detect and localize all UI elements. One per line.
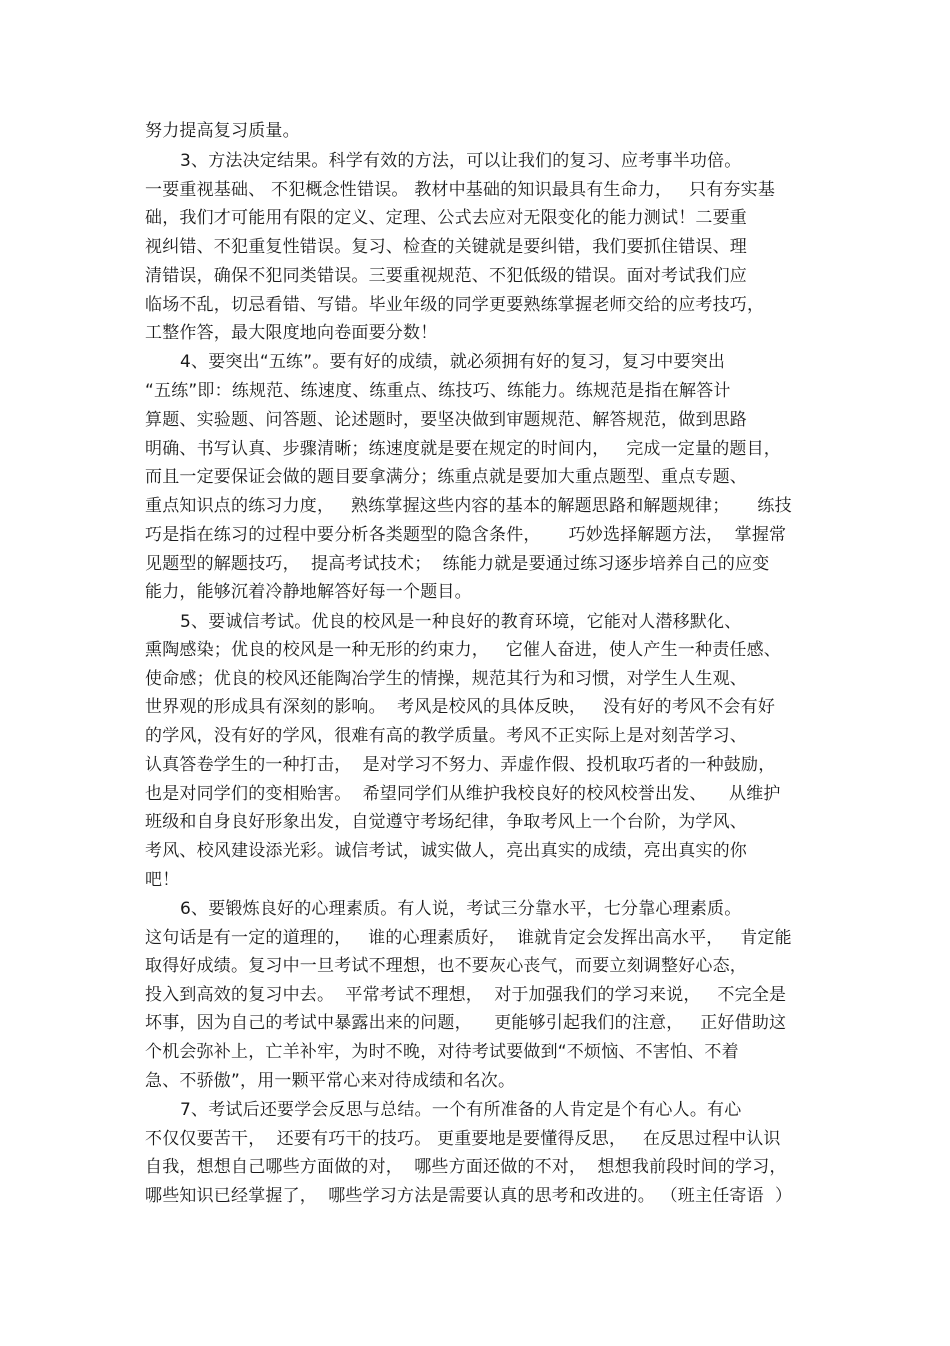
text-line: “五练”即：练规范、练速度、练重点、练技巧、练能力。练规范是指在解答计 bbox=[145, 381, 731, 401]
text-line: 不仅仅要苦干， 还要有巧干的技巧。 更重要地是要懂得反思， 在反思过程中认识 bbox=[145, 1129, 781, 1149]
text-line: 能力，能够沉着冷静地解答好每一个题目。 bbox=[145, 582, 472, 602]
text-line: 见题型的解题技巧， 提高考试技术； 练能力就是要通过练习逐步培养自己的应变 bbox=[145, 554, 770, 574]
text-line: 个机会弥补上，亡羊补牢，为时不晚，对待考试要做到“不烦恼、不害怕、不着 bbox=[145, 1042, 739, 1062]
text-line: 视纠错、不犯重复性错误。复习、检查的关键就是要纠错，我们要抓住错误、理 bbox=[145, 237, 747, 257]
paragraph-first-line: 7、考试后还要学会反思与总结。一个有所准备的人肯定是个有心人。有心 bbox=[180, 1100, 742, 1120]
text-line: 算题、实验题、问答题、论述题时，要坚决做到审题规范、解答规范，做到思路 bbox=[145, 410, 747, 430]
paragraph-first-line: 6、要锻炼良好的心理素质。有人说，考试三分靠水平，七分靠心理素质。 bbox=[180, 899, 742, 919]
text-line: 努力提高复习质量。 bbox=[145, 121, 300, 141]
text-line: 础，我们才可能用有限的定义、定理、公式去应对无限变化的能力测试！二要重 bbox=[145, 208, 747, 228]
text-line: 清错误，确保不犯同类错误。三要重视规范、不犯低级的错误。面对考试我们应 bbox=[145, 266, 747, 286]
text-line: 巧是指在练习的过程中要分析各类题型的隐含条件， 巧妙选择解题方法， 掌握常 bbox=[145, 525, 787, 545]
text-line: 明确、书写认真、步骤清晰；练速度就是要在规定的时间内， 完成一定量的题目， bbox=[145, 439, 782, 459]
text-line: 吧！ bbox=[145, 870, 180, 890]
text-line: 自我，想想自己哪些方面做的对， 哪些方面还做的不对， 想想我前段时间的学习， bbox=[145, 1157, 787, 1177]
paragraph-first-line: 5、要诚信考试。优良的校风是一种良好的教育环境，它能对人潜移默化、 bbox=[180, 612, 742, 632]
text-line: 重点知识点的练习力度， 熟练掌握这些内容的基本的解题思路和解题规律； 练技 bbox=[145, 496, 792, 516]
text-line: 取得好成绩。复习中一旦考试不理想，也不要灰心丧气，而要立刻调整好心态， bbox=[145, 956, 747, 976]
text-line: 考风、校风建设添光彩。诚信考试，诚实做人，亮出真实的成绩，亮出真实的你 bbox=[145, 841, 747, 861]
text-line: 急、不骄傲”，用一颗平常心来对待成绩和名次。 bbox=[145, 1071, 516, 1091]
text-line: 坏事，因为自己的考试中暴露出来的问题， 更能够引起我们的注意， 正好借助这 bbox=[145, 1013, 787, 1033]
text-line: 班级和自身良好形象出发，自觉遵守考场纪律，争取考风上一个台阶，为学风、 bbox=[145, 812, 747, 832]
text-line: 也是对同学们的变相贻害。 希望同学们从维护我校良好的校风校誉出发、 从维护 bbox=[145, 784, 781, 804]
text-line: 而且一定要保证会做的题目要拿满分；练重点就是要加大重点题型、重点专题、 bbox=[145, 467, 747, 487]
paragraph-first-line: 3、方法决定结果。科学有效的方法，可以让我们的复习、应考事半功倍。 bbox=[180, 151, 742, 171]
text-line: 临场不乱，切忌看错、写错。毕业年级的同学更要熟练掌握老师交给的应考技巧， bbox=[145, 295, 765, 315]
text-line: 熏陶感染；优良的校风是一种无形的约束力， 它催人奋进，使人产生一种责任感、 bbox=[145, 640, 782, 660]
text-line: 一要重视基础、 不犯概念性错误。 教材中基础的知识最具有生命力， 只有夯实基 bbox=[145, 180, 776, 200]
text-line: 的学风，没有好的学风，很难有高的教学质量。考风不正实际上是对刻苦学习、 bbox=[145, 726, 747, 746]
paragraph-first-line: 4、要突出“五练”。要有好的成绩，就必须拥有好的复习，复习中要突出 bbox=[180, 352, 726, 372]
text-line: 认真答卷学生的一种打击， 是对学习不努力、弄虚作假、投机取巧者的一种鼓励， bbox=[145, 755, 776, 775]
text-line: 哪些知识已经掌握了， 哪些学习方法是需要认真的思考和改进的。 （班主任寄语 ） bbox=[145, 1186, 793, 1206]
text-line: 工整作答，最大限度地向卷面要分数！ bbox=[145, 323, 438, 343]
text-line: 投入到高效的复习中去。 平常考试不理想， 对于加强我们的学习来说， 不完全是 bbox=[145, 985, 787, 1005]
text-line: 这句话是有一定的道理的， 谁的心理素质好， 谁就肯定会发挥出高水平， 肯定能 bbox=[145, 928, 792, 948]
text-line: 世界观的形成具有深刻的影响。 考风是校风的具体反映， 没有好的考风不会有好 bbox=[145, 697, 776, 717]
text-line: 使命感；优良的校风还能陶冶学生的情操，规范其行为和习惯，对学生人生观、 bbox=[145, 669, 747, 689]
